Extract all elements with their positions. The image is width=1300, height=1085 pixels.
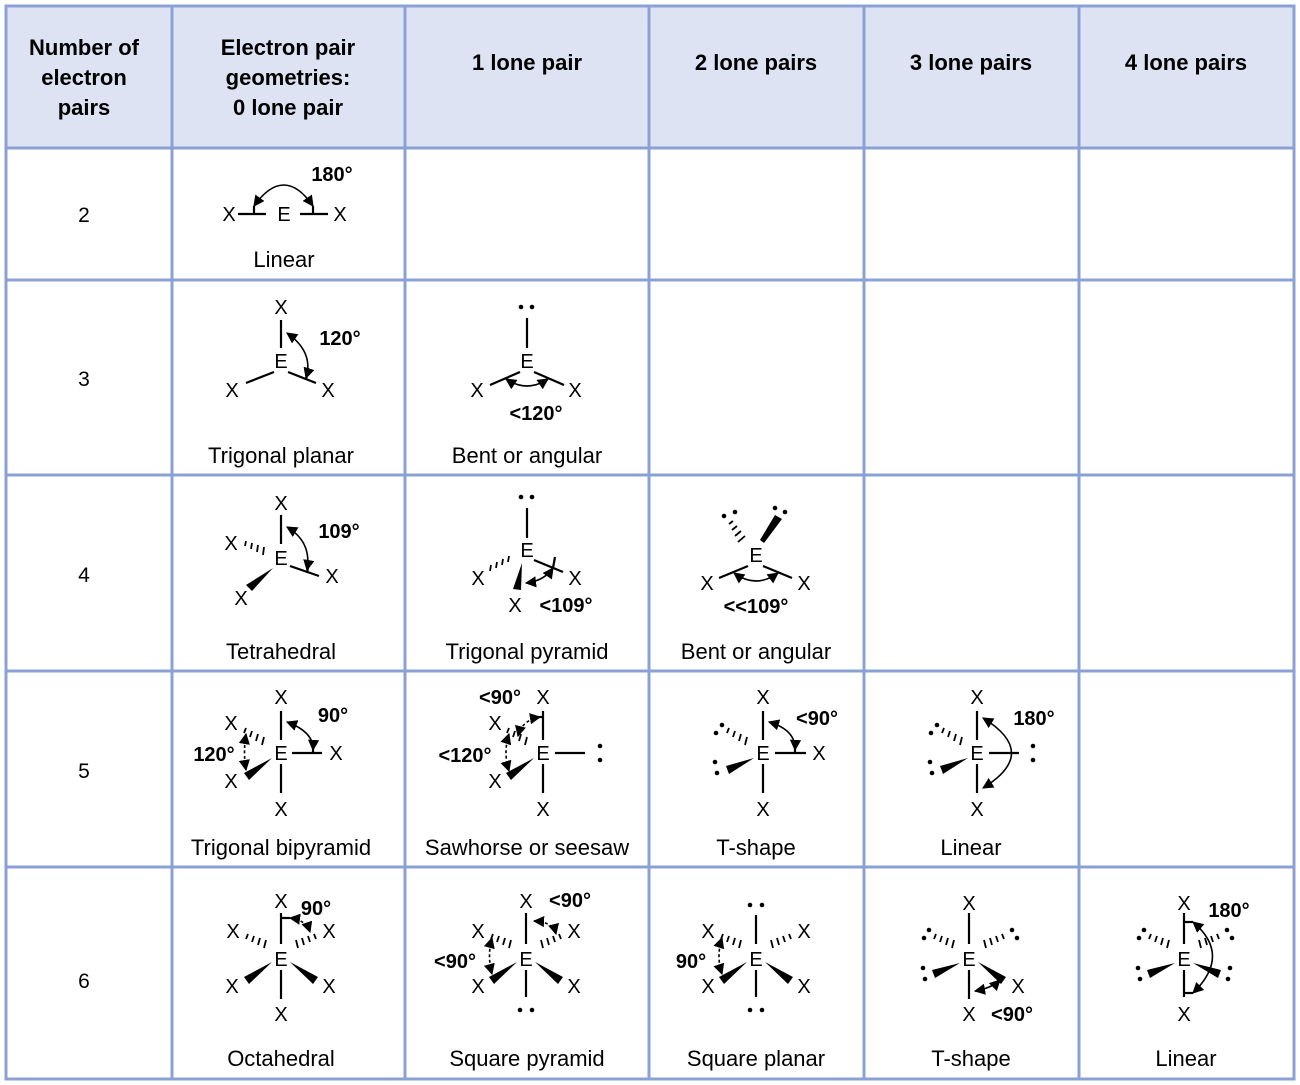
- atom-label: X: [970, 687, 984, 709]
- atom-label: E: [274, 548, 288, 570]
- atom-label: X: [471, 568, 485, 590]
- caption-t-shape: T-shape: [716, 835, 796, 860]
- atom-label: X: [224, 713, 238, 735]
- header-col1-line3: pairs: [57, 95, 111, 120]
- atom-label: X: [224, 771, 238, 793]
- atom-label: X: [329, 743, 343, 765]
- molecule-tetrahedral: [224, 493, 359, 610]
- angle-label: <90°: [479, 687, 521, 709]
- atom-label: X: [701, 976, 715, 998]
- caption-linear: Linear: [1155, 1046, 1217, 1071]
- atom-label: E: [970, 743, 984, 765]
- molecule-trigonal-bipyramid: [193, 687, 348, 821]
- atom-label: X: [333, 204, 347, 226]
- angle-label: 180°: [1208, 900, 1250, 922]
- molecule-trigonal-planar: [225, 297, 360, 402]
- header-col2-line1: Electron pair: [220, 35, 356, 60]
- atom-label: X: [797, 573, 811, 595]
- atom-label: X: [274, 493, 288, 515]
- angle-label: <120°: [509, 403, 563, 425]
- header-col3: 1 lone pair: [471, 50, 583, 75]
- row-number: 2: [78, 204, 90, 227]
- atom-label: X: [568, 568, 582, 590]
- atom-label: X: [797, 976, 811, 998]
- atom-label: X: [1011, 976, 1025, 998]
- molecule-trigonal-pyramid: [471, 495, 592, 617]
- atom-label: E: [274, 949, 288, 971]
- atom-label: E: [520, 540, 534, 562]
- molecule-square-planar: [676, 903, 811, 1013]
- molecule-octahedral: [225, 891, 335, 1026]
- atom-label: E: [962, 949, 976, 971]
- caption-linear: Linear: [253, 247, 315, 272]
- angle-label: 90°: [317, 705, 349, 727]
- row-number: 3: [78, 368, 90, 391]
- atom-label: X: [567, 921, 581, 943]
- caption-bent: Bent or angular: [680, 639, 832, 664]
- atom-label: X: [797, 921, 811, 943]
- atom-label: E: [1177, 949, 1191, 971]
- atom-label: X: [274, 1004, 288, 1026]
- caption-trigonal-planar: Trigonal planar: [208, 443, 354, 468]
- molecule-linear-6: [1136, 893, 1250, 1026]
- header-col5: 3 lone pairs: [909, 50, 1033, 75]
- atom-label: X: [519, 891, 533, 913]
- caption-square-planar: Square planar: [686, 1046, 826, 1071]
- caption-octahedral: Octahedral: [227, 1046, 335, 1071]
- angle-label: 180°: [1013, 708, 1055, 730]
- atom-label: X: [488, 771, 502, 793]
- atom-label: X: [225, 380, 239, 402]
- atom-label: X: [224, 533, 238, 555]
- caption-trigonal-pyramid: Trigonal pyramid: [445, 639, 609, 664]
- atom-label: X: [568, 380, 582, 402]
- caption-linear: Linear: [940, 835, 1002, 860]
- atom-label: X: [274, 297, 288, 319]
- header-col2-line2: geometries:: [225, 65, 351, 90]
- header-col4: 2 lone pairs: [694, 50, 818, 75]
- atom-label: X: [226, 921, 240, 943]
- atom-label: X: [274, 891, 288, 913]
- atom-label: E: [274, 743, 288, 765]
- row-number: 5: [78, 760, 90, 783]
- angle-label: 90°: [675, 951, 707, 973]
- atom-label: X: [222, 204, 236, 226]
- molecule-linear-2: [222, 164, 352, 226]
- atom-label: X: [488, 713, 502, 735]
- atom-label: E: [749, 949, 763, 971]
- atom-label: X: [1177, 1004, 1191, 1026]
- atom-label: X: [274, 687, 288, 709]
- atom-label: X: [471, 921, 485, 943]
- geometry-captions: [191, 247, 1217, 1071]
- header-col2-line3: 0 lone pair: [232, 95, 344, 120]
- molecule-square-pyramid: [434, 890, 591, 1012]
- atom-label: X: [322, 976, 336, 998]
- header-col1-line1: Number of: [29, 35, 139, 60]
- angle-label: <90°: [991, 1004, 1033, 1026]
- atom-label: X: [470, 380, 484, 402]
- atom-label: X: [325, 566, 339, 588]
- angle-label: <90°: [549, 890, 591, 912]
- angle-label: 109°: [318, 521, 360, 543]
- atom-label: X: [962, 1004, 976, 1026]
- atom-label: X: [536, 687, 550, 709]
- atom-label: X: [234, 588, 248, 610]
- caption-seesaw: Sawhorse or seesaw: [424, 835, 630, 860]
- row-number: 6: [78, 970, 90, 993]
- caption-bent: Bent or angular: [451, 443, 603, 468]
- atom-label: X: [812, 743, 826, 765]
- header-col1-line2: electron: [41, 65, 127, 90]
- caption-t-shape: T-shape: [931, 1046, 1011, 1071]
- molecule-bent-3: [470, 305, 581, 425]
- molecule-linear-5: [928, 687, 1055, 821]
- molecule-t-shape-6: [921, 893, 1033, 1026]
- angle-label: 90°: [300, 898, 332, 920]
- row-numbers: [78, 204, 90, 993]
- table-grid: [6, 6, 1294, 1079]
- atom-label: X: [756, 687, 770, 709]
- header-col6: 4 lone pairs: [1124, 50, 1248, 75]
- atom-label: E: [274, 351, 288, 373]
- angle-label: <109°: [539, 595, 593, 617]
- angle-label: 180°: [311, 164, 353, 186]
- atom-label: X: [756, 799, 770, 821]
- atom-label: X: [471, 976, 485, 998]
- atom-label: X: [962, 893, 976, 915]
- atom-label: X: [274, 799, 288, 821]
- atom-label: E: [749, 545, 763, 567]
- atom-label: X: [508, 595, 522, 617]
- atom-label: E: [756, 743, 770, 765]
- caption-trigonal-bipyramid: Trigonal bipyramid: [190, 835, 372, 860]
- row-number: 4: [78, 564, 90, 587]
- atom-label: E: [519, 949, 533, 971]
- atom-label: X: [321, 380, 335, 402]
- angle-label: 120°: [193, 744, 235, 766]
- angle-label: <90°: [796, 708, 838, 730]
- molecule-t-shape-5: [713, 687, 838, 821]
- atom-label: X: [225, 976, 239, 998]
- angle-label: <120°: [438, 745, 492, 767]
- caption-tetrahedral: Tetrahedral: [225, 639, 337, 664]
- atom-label: X: [322, 921, 336, 943]
- molecule-bent-4: [700, 506, 810, 618]
- atom-label: X: [567, 976, 581, 998]
- molecule-seesaw: [438, 687, 602, 821]
- caption-square-pyramid: Square pyramid: [449, 1046, 605, 1071]
- atom-label: X: [1177, 893, 1191, 915]
- atom-label: E: [520, 351, 534, 373]
- atom-label: X: [536, 799, 550, 821]
- atom-label: X: [970, 799, 984, 821]
- atom-label: X: [701, 921, 715, 943]
- atom-label: X: [700, 573, 714, 595]
- atom-label: E: [277, 204, 291, 226]
- atom-label: E: [536, 743, 550, 765]
- angle-label: <<109°: [723, 596, 789, 618]
- angle-label: 120°: [319, 328, 361, 350]
- angle-label: <90°: [434, 951, 476, 973]
